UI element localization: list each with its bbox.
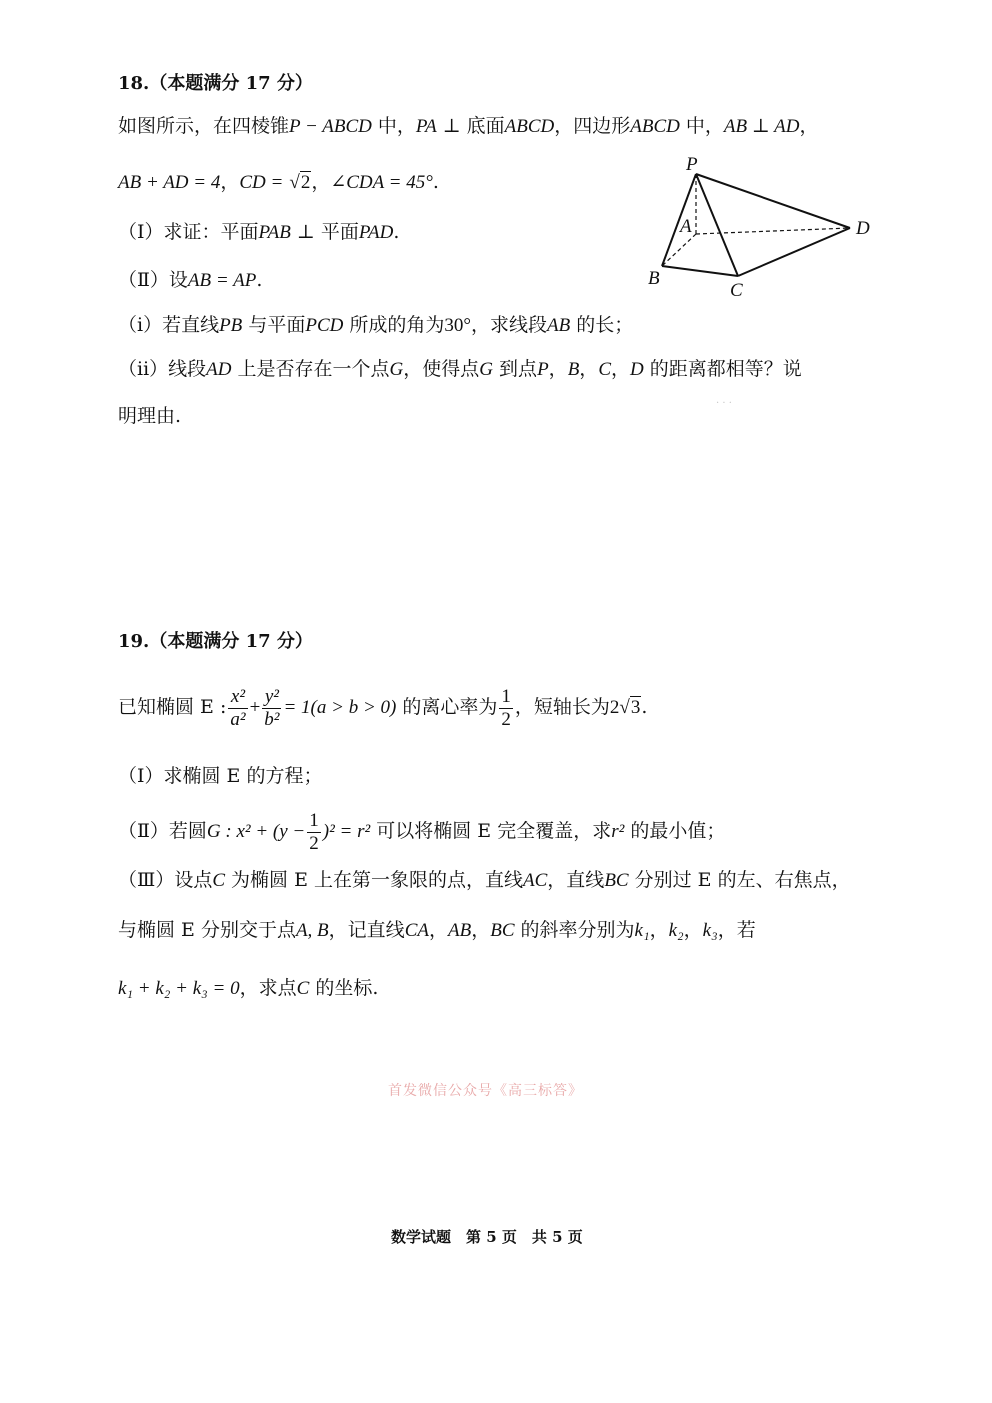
- q19-part2-circle-a: G : x² + (y −: [206, 821, 306, 842]
- q18-cond-end: .: [432, 171, 439, 193]
- q19-part2-frac-num: 1: [309, 809, 319, 831]
- q19-part3-mid: 为椭圆 E 上在第一象限的点，直线: [225, 869, 524, 891]
- q19-sqrt3: √3: [619, 697, 641, 718]
- q18-sub-ii-d: D: [630, 359, 644, 380]
- q19-part3c-mid: ，求点: [239, 977, 297, 999]
- q18-sub-ii-end: 的距离都相等？说: [643, 358, 802, 380]
- q18-intro-quad: ，四边形: [554, 115, 631, 137]
- q18-part1: [118, 218, 399, 247]
- q18-sqrt2: √2: [289, 172, 311, 193]
- q18-sub-ii-g2: G: [479, 359, 494, 380]
- q19-part2-r2: r²: [611, 821, 625, 842]
- q19-part3-label: （Ⅲ）设点: [118, 869, 213, 891]
- q19-part3b-k3: k₃: [702, 920, 718, 941]
- q18-sub-ii-c1: ，: [548, 358, 568, 380]
- q19-part3b-k2: k₂: [668, 920, 684, 941]
- q19-part3b-s1: ，: [428, 919, 448, 941]
- q19-a2: a²: [230, 708, 246, 730]
- q18-part1-pad: PAD: [358, 222, 394, 243]
- q19-intro-mid2: ，短轴长为: [514, 696, 610, 718]
- q19-part3-mid2: ，直线: [547, 869, 605, 891]
- q19-intro-lead: 已知椭圆 E :: [118, 696, 227, 718]
- q19-part3b-bc: BC: [490, 920, 515, 941]
- q18-cond-cd: CD =: [239, 172, 284, 193]
- page-footer: 数学试题 第 5 页 共 5 页: [391, 1228, 583, 1246]
- q19-part3b-mid: ，记直线: [328, 919, 405, 941]
- q19-part3-ac: AC: [523, 870, 548, 891]
- q18-intro-abcd2: ABCD: [630, 116, 680, 137]
- q19-minor-rad: 3: [630, 697, 641, 718]
- q19-plus: +: [249, 697, 261, 718]
- q19-part3-bc: BC: [604, 870, 629, 891]
- q18-intro-pa: PA: [415, 116, 437, 137]
- q18-sub-ii-c3: ，: [611, 358, 631, 380]
- q19-intro-mid: 的离心率为: [396, 696, 498, 718]
- label-c: C: [730, 280, 743, 300]
- q18-intro-abcd: ABCD: [504, 116, 555, 137]
- q18-part1-perp: ⊥ 平面: [290, 221, 359, 243]
- q19-part3c-eq: k₁ + k₂ + k₃ = 0: [118, 978, 240, 999]
- q19-part3b-s4: ，: [683, 919, 703, 941]
- q18-intro-zhong: 中，: [371, 115, 416, 137]
- q18-sub-ii-ad: AD: [206, 359, 232, 380]
- q19-eq-rest: = 1(a > b > 0): [283, 697, 397, 718]
- q19-part3b-end: ，若: [717, 919, 756, 941]
- q18-sub-ii-mid2: ，使得点: [403, 358, 480, 380]
- q18-sub-ii-mid3: 到点: [493, 358, 538, 380]
- q18-sub-ii-g: G: [389, 359, 404, 380]
- q18-sub-i: [118, 311, 633, 340]
- q19-intro: [118, 684, 647, 731]
- q18-part1-label: （Ⅰ）求证：平面: [118, 221, 259, 243]
- q19-part3b: [118, 916, 756, 945]
- q18-sub-i-mid3: ，求线段: [471, 314, 548, 336]
- q18-part1-end: .: [393, 221, 400, 243]
- q19-part3: [118, 866, 851, 895]
- q19-half-den: 2: [501, 708, 511, 730]
- q19-part3-c: C: [212, 870, 226, 891]
- q19-part3c-c: C: [296, 978, 310, 999]
- q18-intro: [118, 112, 819, 141]
- q18-sub-i-deg: 30°: [444, 315, 471, 336]
- q18-cond-angle: ∠CDA = 45°: [330, 172, 433, 193]
- q19-part2-label: （Ⅱ）若圆: [118, 820, 207, 842]
- watermark: 首发微信公众号《高三标答》: [388, 1083, 583, 1099]
- faint-mark: · · ·: [716, 398, 732, 409]
- q18-sub-ii-label: （ⅱ）线段: [118, 358, 207, 380]
- q19-part3b-k1: k₁: [634, 920, 650, 941]
- q18-sub-ii-p: P: [537, 359, 549, 380]
- q18-sub-i-pb: PB: [219, 315, 243, 336]
- q19-part1: （Ⅰ）求椭圆 E 的方程；: [118, 765, 323, 787]
- q18-sub-i-mid2: 所成的角为: [343, 314, 445, 336]
- q19-part3b-mid2: 的斜率分别为: [514, 919, 635, 941]
- edge-bc: [662, 266, 738, 276]
- q19-part3b-s3: ，: [649, 919, 669, 941]
- q18-cond-sum: AB + AD = 4: [118, 172, 221, 193]
- q19-part3-end: 分别过 E 的左、右焦点，: [628, 869, 851, 891]
- q18-intro-end: ，: [799, 115, 819, 137]
- label-b: B: [648, 268, 660, 289]
- q19-part3b-s2: ，: [471, 919, 491, 941]
- q18-sqrt-arg: 2: [300, 172, 311, 193]
- q19-frac-half: [499, 686, 513, 731]
- q19-heading: 19.（本题满分 17 分）: [118, 631, 313, 652]
- q19-part2-frac: [307, 810, 321, 855]
- q18-conditions: [118, 168, 439, 197]
- q19-part3b-ca: CA: [404, 920, 429, 941]
- q19-part2-end: 的最小值；: [624, 820, 726, 842]
- q19-part3b-ab2: AB: [447, 920, 472, 941]
- q19-part3b-ab: A, B: [295, 920, 329, 941]
- q19-part2-circle-b: )² = r²: [322, 821, 371, 842]
- edge-pd: [696, 174, 850, 228]
- q18-intro-zhong2: 中，: [679, 115, 724, 137]
- q19-minor-coef: 2: [609, 697, 620, 718]
- q19-part3c: [118, 974, 378, 1003]
- q19-part2-mid: 可以将椭圆 E 完全覆盖，求: [370, 820, 612, 842]
- q18-part1-pab: PAB: [258, 222, 291, 243]
- q19-frac-y2-b2: [262, 686, 281, 731]
- q18-heading: 18.（本题满分 17 分）: [118, 73, 313, 94]
- q18-sub-ii-b: B: [567, 359, 580, 380]
- q19-part2: [118, 808, 725, 855]
- q18-part2-end: .: [256, 269, 263, 291]
- q18-sub-i-ab: AB: [547, 315, 571, 336]
- q18-part2-eq: AB = AP: [187, 270, 257, 291]
- q18-sub-i-mid: 与平面: [242, 314, 306, 336]
- q18-sub-i-label: （ⅰ）若直线: [118, 314, 220, 336]
- pyramid-figure: [640, 150, 880, 300]
- q19-part3b-lead: 与椭圆 E 分别交于点: [118, 919, 296, 941]
- q18-cond-sep1: ，: [220, 171, 240, 193]
- q19-frac-x2-a2: [228, 686, 247, 731]
- q18-sub-i-pcd: PCD: [305, 315, 344, 336]
- edge-pc: [696, 174, 738, 276]
- q18-sub-ii-c2: ，: [579, 358, 599, 380]
- q18-intro-lead: 如图所示，在四棱锥: [118, 115, 290, 137]
- q18-part2-label: （Ⅱ）设: [118, 269, 188, 291]
- q18-part2: [118, 266, 262, 295]
- q18-sub-i-end: 的长；: [570, 314, 634, 336]
- q19-b2: b²: [264, 708, 280, 730]
- q19-y2: y²: [262, 686, 281, 709]
- edge-cd: [738, 228, 850, 276]
- q18-cond-sep2: ，: [311, 171, 331, 193]
- q18-sub-ii-cont: 明理由.: [118, 405, 182, 427]
- label-p: P: [686, 154, 698, 175]
- q18-sub-ii: [118, 355, 802, 384]
- q18-intro-ab-perp-ad: AB ⊥ AD: [723, 116, 800, 137]
- label-a: A: [680, 216, 692, 237]
- q19-intro-end: .: [641, 696, 648, 718]
- q18-intro-perp-base: ⊥ 底面: [436, 115, 505, 137]
- q19-half-num: 1: [501, 685, 511, 707]
- q19-part2-frac-den: 2: [309, 832, 319, 854]
- q18-sub-ii-mid: 上是否存在一个点: [231, 358, 390, 380]
- q19-part3c-end: 的坐标.: [309, 977, 379, 999]
- label-d: D: [856, 218, 870, 239]
- q18-sub-ii-c: C: [598, 359, 611, 380]
- q18-intro-pyramid: P − ABCD: [289, 116, 372, 137]
- q19-x2: x²: [228, 686, 247, 709]
